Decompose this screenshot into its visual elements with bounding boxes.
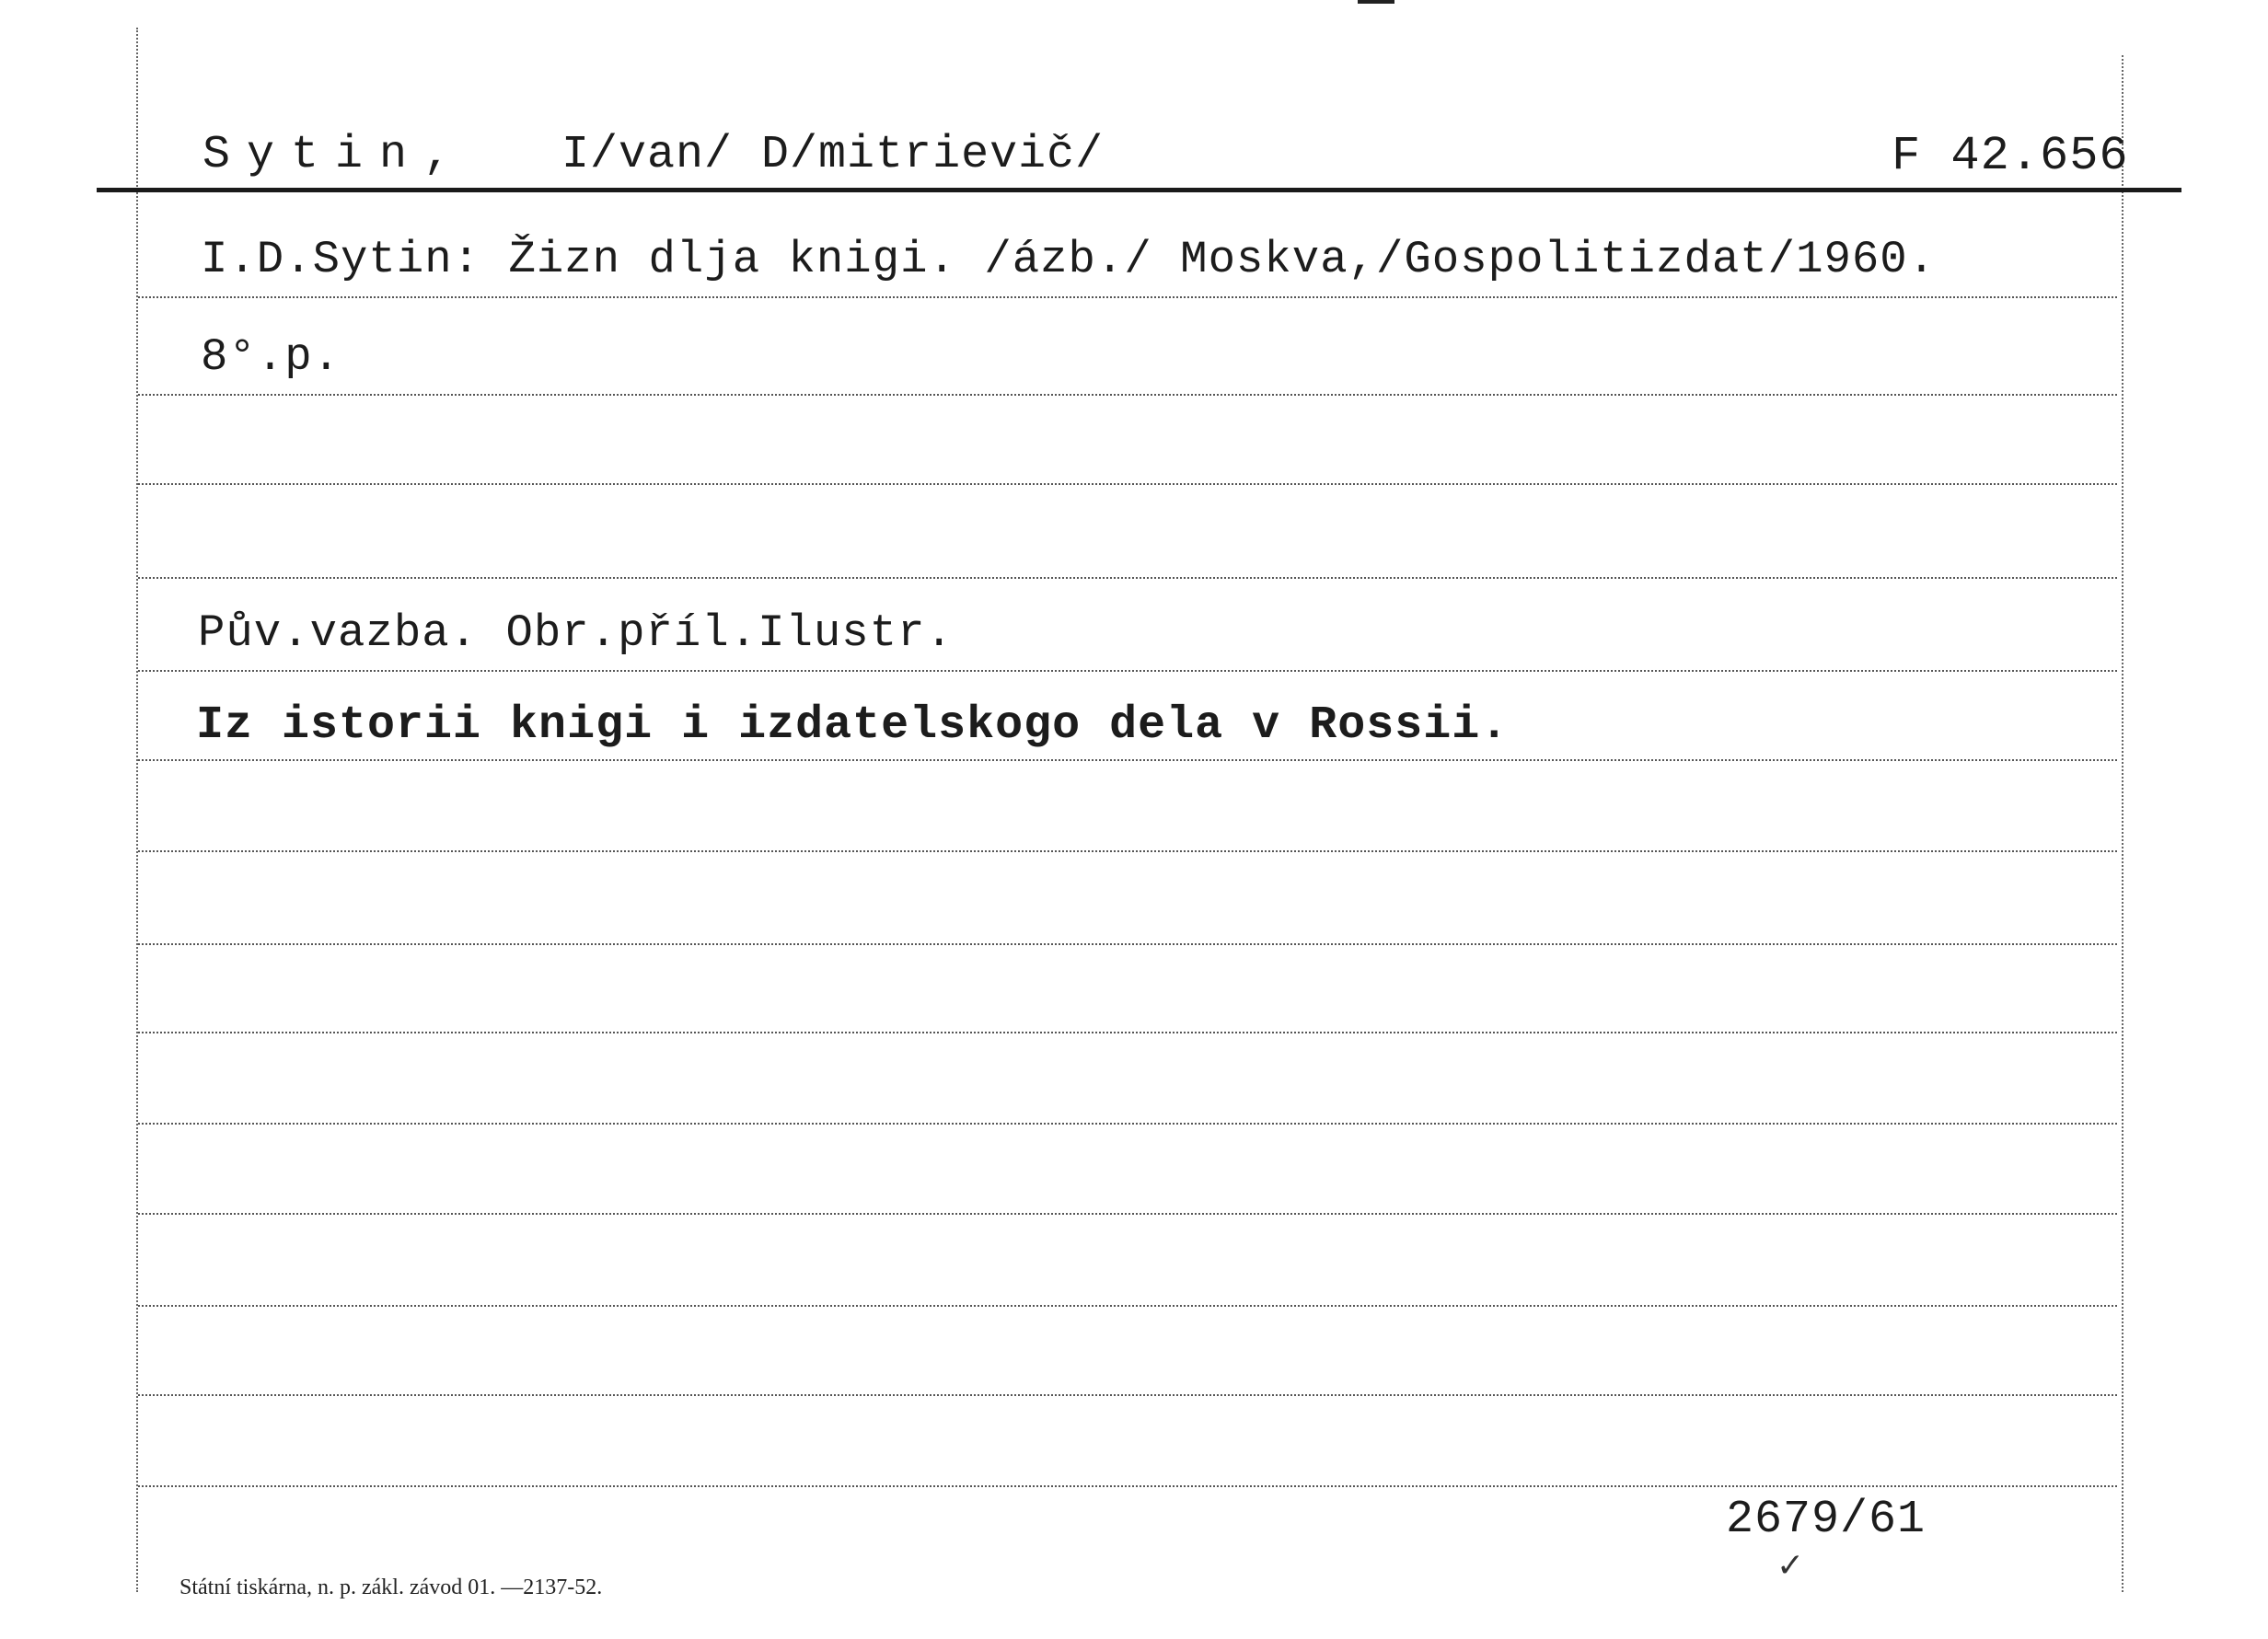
ruled-line (138, 1305, 2117, 1307)
author-surname: Sytin, (202, 129, 469, 181)
ruled-line (138, 943, 2117, 945)
call-number: F 42.656 (1892, 129, 2129, 183)
ruled-line (138, 1213, 2117, 1215)
format-line: 8°.p. (201, 331, 341, 383)
ruled-line (138, 850, 2117, 852)
ruled-line (138, 577, 2117, 579)
ruled-line (138, 1032, 2117, 1033)
author-given-names: I/van/ D/mitrievič/ (561, 129, 1105, 181)
series-note: Iz istorii knigi i izdatelskogo dela v Rossii. (196, 699, 1510, 752)
ruled-line (138, 394, 2117, 396)
ruled-line (138, 296, 2117, 298)
ruled-line (138, 759, 2117, 761)
accession-number: 2679/61 (1726, 1494, 1927, 1546)
right-margin-line (2122, 55, 2123, 1592)
printer-imprint: Státní tiskárna, n. p. zákl. závod 01. —2137-52. (179, 1576, 603, 1599)
card-top-tab (1358, 0, 1394, 4)
ruled-line (138, 483, 2117, 485)
ruled-line (138, 670, 2117, 672)
left-margin-line (136, 28, 138, 1592)
ruled-line (138, 1123, 2117, 1125)
ruled-line (138, 1485, 2117, 1487)
heading-rule (97, 188, 2181, 192)
ruled-line (138, 1394, 2117, 1396)
title-imprint-line: I.D.Sytin: Žizn dlja knigi. /ázb./ Moskva,/Gospolitizdat/1960. (201, 234, 1937, 285)
check-mark: ✓ (1776, 1546, 1805, 1584)
binding-note: Pův.vazba. Obr.příl.Ilustr. (198, 607, 954, 659)
